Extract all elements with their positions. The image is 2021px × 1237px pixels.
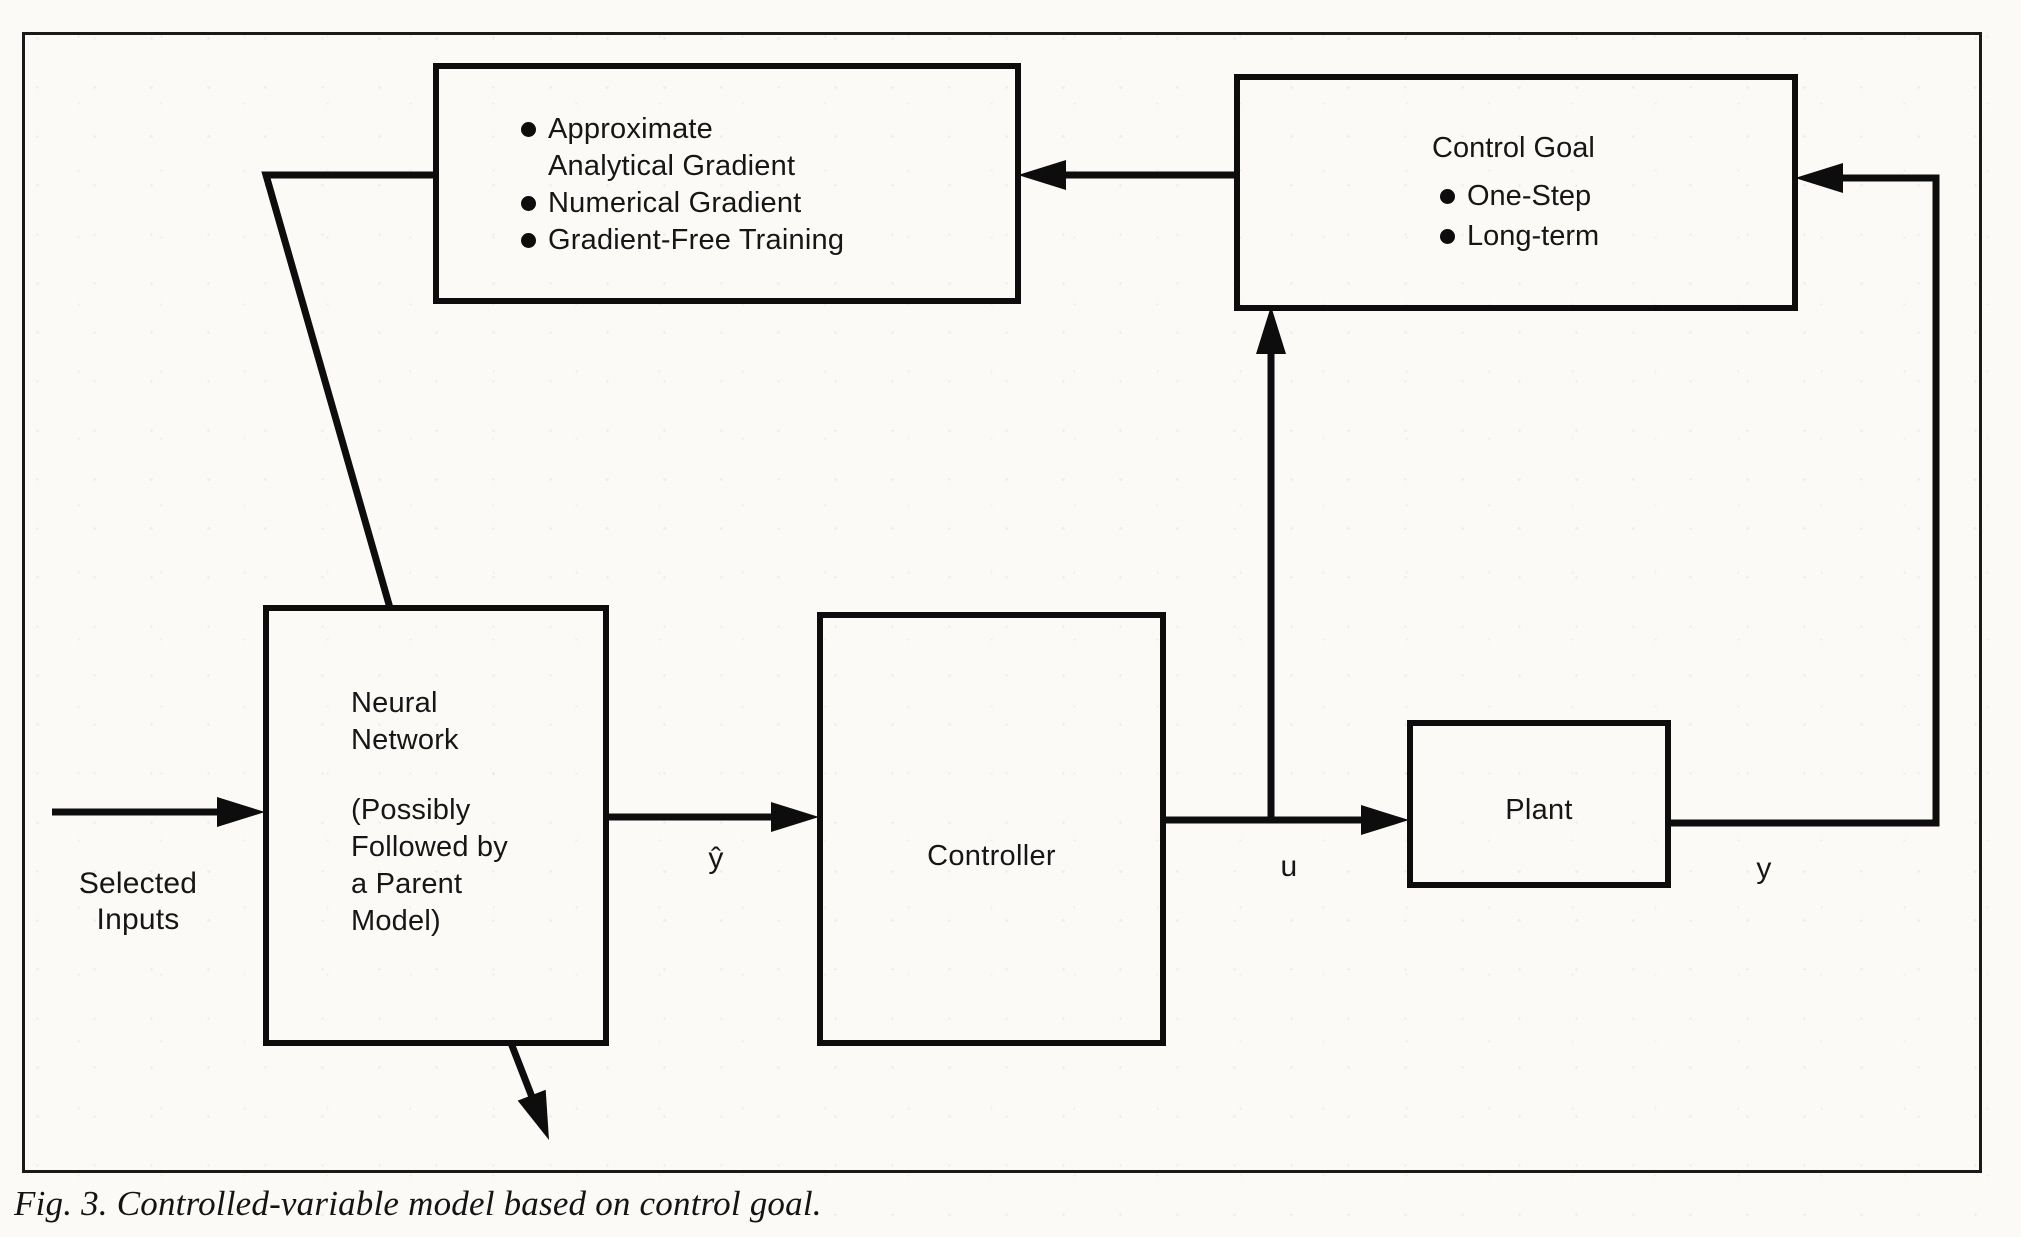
training-methods-list — [521, 111, 844, 259]
neural-network-label — [351, 685, 508, 940]
controller-box — [817, 612, 1166, 1046]
controller-label: Controller — [927, 840, 1056, 872]
nn-label-line: Network — [351, 724, 459, 756]
bullet-icon — [521, 196, 536, 211]
selected-inputs-line2: Inputs — [96, 903, 180, 936]
control-goal-title: Control Goal — [1432, 132, 1595, 164]
control-goal-list — [1440, 176, 1599, 256]
u-signal-label: u — [1280, 850, 1298, 883]
nn-label-line: Neural — [351, 687, 438, 719]
nn-down-arrow-line — [511, 1043, 532, 1097]
bullet-icon — [521, 233, 536, 248]
list-item — [521, 222, 844, 259]
y-signal-label: y — [1756, 852, 1772, 885]
u-arrowhead — [1361, 805, 1409, 835]
control-goal-box — [1234, 74, 1798, 311]
figure-caption: Fig. 3. Controlled-variable model based on control goal. — [14, 1184, 822, 1223]
selected-inputs-label — [38, 866, 238, 938]
bullet-icon — [1440, 229, 1455, 244]
u-branch-arrowhead — [1256, 306, 1286, 354]
goal-item-label: Long-term — [1467, 219, 1600, 252]
list-item — [1440, 176, 1599, 216]
nn-label-line: Followed by — [351, 831, 508, 863]
training-item-label: Approximate — [548, 113, 713, 145]
neural-network-box — [263, 605, 609, 1046]
plant-box — [1407, 720, 1671, 888]
yhat-signal-label: ŷ — [708, 842, 724, 875]
spacer — [351, 759, 508, 792]
nn-label-line: Model) — [351, 905, 441, 937]
selected-inputs-arrowhead — [217, 797, 265, 827]
list-item — [521, 148, 844, 185]
goal-to-training-arrowhead — [1018, 160, 1066, 190]
bullet-icon — [1440, 189, 1455, 204]
training-item-label: Analytical Gradient — [548, 150, 796, 182]
nn-training-connector — [266, 175, 435, 608]
goal-item-label: One-Step — [1467, 179, 1592, 212]
list-item — [521, 111, 844, 148]
bullet-icon — [521, 122, 536, 137]
yhat-arrowhead — [771, 802, 819, 832]
y-feedback-arrowhead — [1795, 163, 1843, 193]
training-methods-box — [433, 63, 1021, 304]
training-item-label: Gradient-Free Training — [548, 224, 845, 256]
list-item — [1440, 216, 1599, 256]
list-item — [521, 185, 844, 222]
selected-inputs-line1: Selected — [78, 867, 198, 900]
nn-down-arrowhead — [518, 1090, 549, 1140]
training-item-label: Numerical Gradient — [548, 187, 802, 219]
nn-label-line: a Parent — [351, 868, 463, 900]
nn-label-line: (Possibly — [351, 794, 471, 826]
plant-label: Plant — [1505, 794, 1573, 826]
